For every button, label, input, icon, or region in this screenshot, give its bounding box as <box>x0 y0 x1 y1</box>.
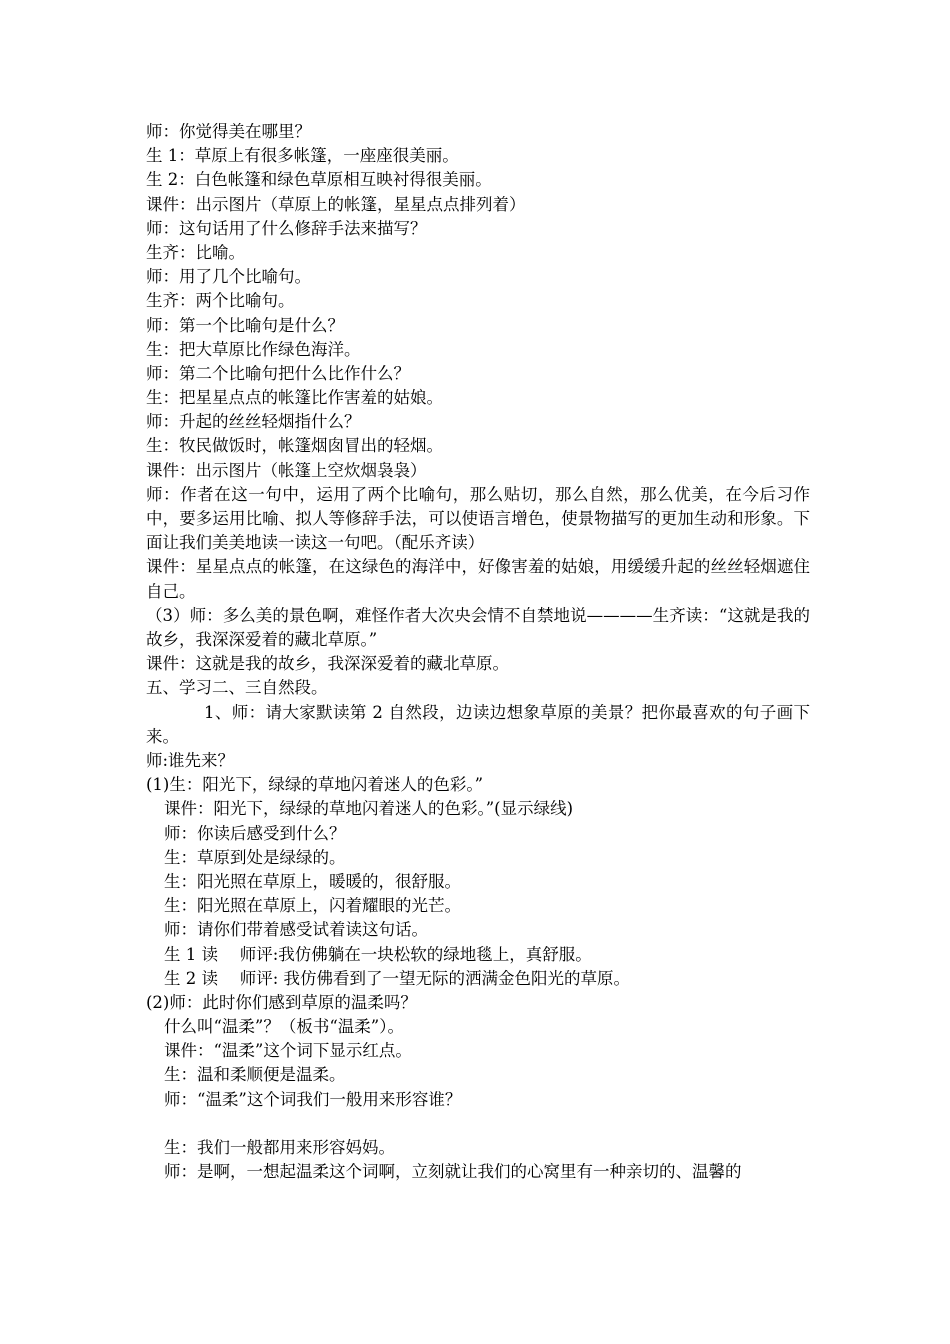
text-line: 师：你读后感受到什么？ <box>164 823 346 843</box>
text-line: 生齐：比喻。 <box>146 242 245 262</box>
text-line: 课件：出示图片（草原上的帐篷，星星点点排列着） <box>146 194 526 214</box>
text-line: 师：升起的丝丝轻烟指什么？ <box>146 412 361 432</box>
text-line: 生：阳光照在草原上，暖暖的，很舒服。 <box>164 871 461 891</box>
text-paragraph: 课件：星星点点的帐篷，在这绿色的海洋中，好像害羞的姑娘，用缓缓升起的丝丝轻烟遮住自己。 <box>146 557 810 601</box>
text-line: 师：第二个比喻句把什么比作什么？ <box>146 363 410 383</box>
text-line: 什么叫“温柔”？（板书“温柔”）。 <box>164 1017 404 1037</box>
text-line: 生齐：两个比喻句。 <box>146 291 295 311</box>
blank-line <box>146 1112 810 1136</box>
text-line: 课件：出示图片（帐篷上空炊烟袅袅） <box>146 460 427 480</box>
text-line: 师:谁先来？ <box>146 751 235 771</box>
text-line: (1)生：阳光下，绿绿的草地闪着迷人的色彩。” <box>146 775 484 795</box>
text-line: 生：把大草原比作绿色海洋。 <box>146 339 361 359</box>
text-line: 生：牧民做饭时，帐篷烟囱冒出的轻烟。 <box>146 436 443 456</box>
text-line: 课件：阳光下，绿绿的草地闪着迷人的色彩。”(显示绿线) <box>164 799 574 819</box>
text-line: (2)师：此时你们感到草原的温柔吗？ <box>146 992 417 1012</box>
text-paragraph: 师：作者在这一句中，运用了两个比喻句，那么贴切，那么自然，那么优美，在今后习作中，要多运用比喻、拟人等修辞手法，可以使语言增色，使景物描写的更加生动和形象。下面让我们美美地读一读这一句吧。（配乐齐读） <box>146 484 810 553</box>
text-line: 师：用了几个比喻句。 <box>146 267 311 287</box>
text-line: 生 1：草原上有很多帐篷，一座座很美丽。 <box>146 146 459 166</box>
text-paragraph: 1、师：请大家默读第 2 自然段，边读边想象草原的美景？把你最喜欢的句子画下来。 <box>146 702 810 746</box>
text-line: 课件：“温柔”这个词下显示红点。 <box>164 1041 412 1061</box>
document-page <box>146 120 810 1184</box>
text-line: 生 1 读 师评:我仿佛躺在一块松软的绿地毯上，真舒服。 <box>164 944 592 964</box>
text-line: 师：第一个比喻句是什么？ <box>146 315 344 335</box>
text-line: 生：把星星点点的帐篷比作害羞的姑娘。 <box>146 388 443 408</box>
text-line: 师：请你们带着感受试着读这句话。 <box>164 920 428 940</box>
text-line: 课件：这就是我的故乡，我深深爱着的藏北草原。 <box>146 654 509 674</box>
text-line: 生 2：白色帐篷和绿色草原相互映衬得很美丽。 <box>146 170 492 190</box>
text-line: 生：温和柔顺便是温柔。 <box>164 1065 346 1085</box>
text-line: 师：是啊，一想起温柔这个词啊，立刻就让我们的心窝里有一种亲切的、温馨的 <box>164 1162 742 1182</box>
text-line: 师：这句话用了什么修辞手法来描写？ <box>146 218 427 238</box>
text-line: 生：我们一般都用来形容妈妈。 <box>164 1138 395 1158</box>
text-line: 生：草原到处是绿绿的。 <box>164 847 346 867</box>
text-paragraph: （3）师：多么美的景色啊，难怪作者大次央会情不自禁地说————生齐读：“这就是我的故乡，我深深爱着的藏北草原。” <box>146 605 810 650</box>
section-heading: 五、学习二、三自然段。 <box>146 678 328 698</box>
text-line: 生 2 读 师评: 我仿佛看到了一望无际的洒满金色阳光的草原。 <box>164 968 631 988</box>
text-line: 师：你觉得美在哪里？ <box>146 122 311 141</box>
text-line: 生：阳光照在草原上，闪着耀眼的光芒。 <box>164 896 461 916</box>
text-line: 师：“温柔”这个词我们一般用来形容谁？ <box>164 1089 462 1109</box>
